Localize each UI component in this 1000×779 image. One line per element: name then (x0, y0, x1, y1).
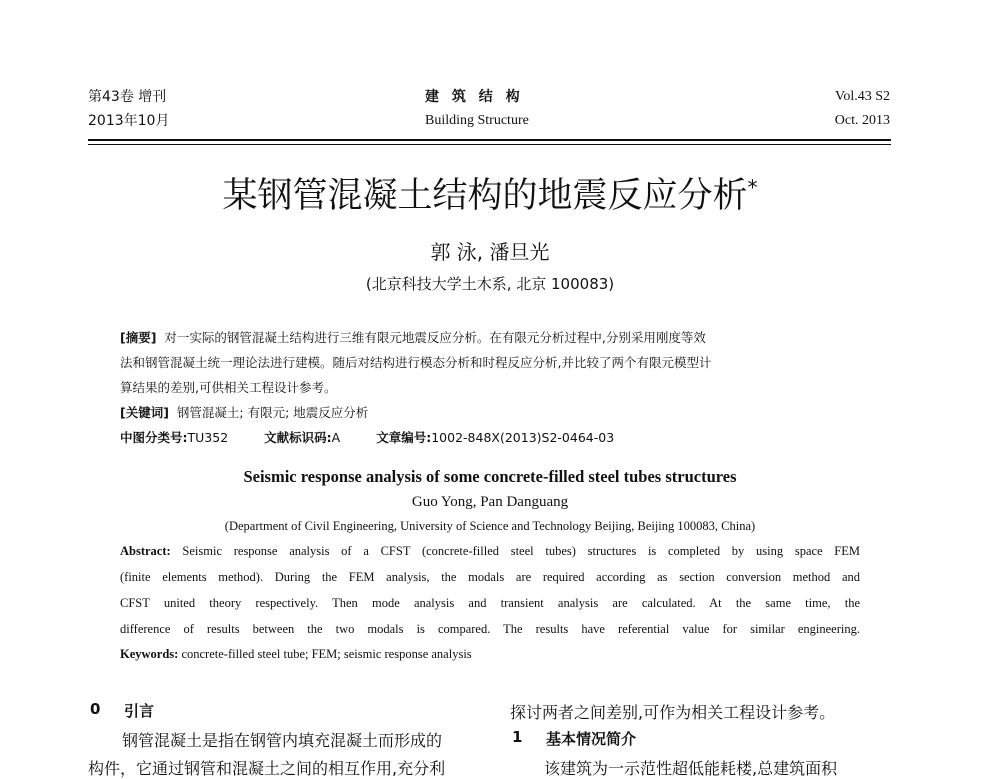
journal-name-en: Building Structure (425, 113, 529, 128)
classification: 中图分类号:TU352 文献标识码:A 文章编号:1002-848X(2013)S2-0464-03 (120, 430, 615, 445)
journal-issue: 第43卷 增刊 (88, 89, 167, 105)
issue-date: Oct. 2013 (834, 113, 890, 128)
affiliation: (北京科技大学土木系, 北京 100083) (365, 275, 615, 293)
abstract-cn-line: 法和钢管混凝土统一理论法进行建模。随后对结构进行模态分析和时程反应分析,并比较了两个有限元模型计 (120, 355, 712, 370)
abstract-en-line: Abstract: Seismic response analysis of a CFST (concrete-filled steel tubes) structures is completed by using space FEM (120, 544, 861, 558)
body-text-line: 钢管混凝土是指在钢管内填充混凝土而形成的 (122, 731, 443, 750)
authors: 郭 泳, 潘旦光 (430, 240, 550, 264)
header-rule-thin (88, 144, 891, 145)
english-authors: Guo Yong, Pan Danguang (411, 494, 569, 510)
journal-name-cn: 建 筑 结 构 (425, 89, 524, 105)
abstract-en-line: (finite elements method). During the FEM analysis, the modals are required according as section conversion method and (120, 570, 860, 584)
abstract-cn-line: [摘要] 对一实际的钢管混凝土结构进行三维有限元地震反应分析。在有限元分析过程中,分别采用刚度等效 (120, 330, 706, 345)
section-1-number: 1 (512, 728, 523, 746)
english-title: Seismic response analysis of some concrete-filled steel tubes structures (243, 467, 737, 486)
abstract-cn-line: 算结果的差别,可供相关工程设计参考。 (120, 380, 337, 395)
keywords-en: Keywords: concrete-filled steel tube; FEM; seismic response analysis (120, 647, 472, 661)
header-rule (88, 139, 891, 141)
page-title: 某钢管混凝土结构的地震反应分析* (222, 175, 758, 216)
section-0-title: 引言 (124, 702, 155, 720)
section-1-title: 基本情况简介 (546, 730, 637, 748)
body-text-line: 该建筑为一示范性超低能耗楼,总建筑面积 (544, 759, 838, 778)
keywords-cn: [关键词] 钢管混凝土; 有限元; 地震反应分析 (120, 405, 369, 420)
abstract-en-line: difference of results between the two modals is compared. The results have referential value for similar engineering. (120, 622, 860, 636)
journal-date: 2013年10月 (88, 113, 170, 129)
volume: Vol.43 S2 (835, 89, 890, 104)
body-text-line: 探讨两者之间差别,可作为相关工程设计参考。 (510, 703, 836, 722)
section-0-number: 0 (90, 700, 101, 718)
body-text-line: 构件，它通过钢管和混凝土之间的相互作用,充分利 (88, 759, 446, 778)
english-affiliation: (Department of Civil Engineering, University of Science and Technology Beijing, Beijing 100083, China) (224, 519, 756, 533)
abstract-en-line: CFST united theory respectively. Then mode analysis and transient analysis are calculated. At the same time, the (120, 596, 860, 610)
